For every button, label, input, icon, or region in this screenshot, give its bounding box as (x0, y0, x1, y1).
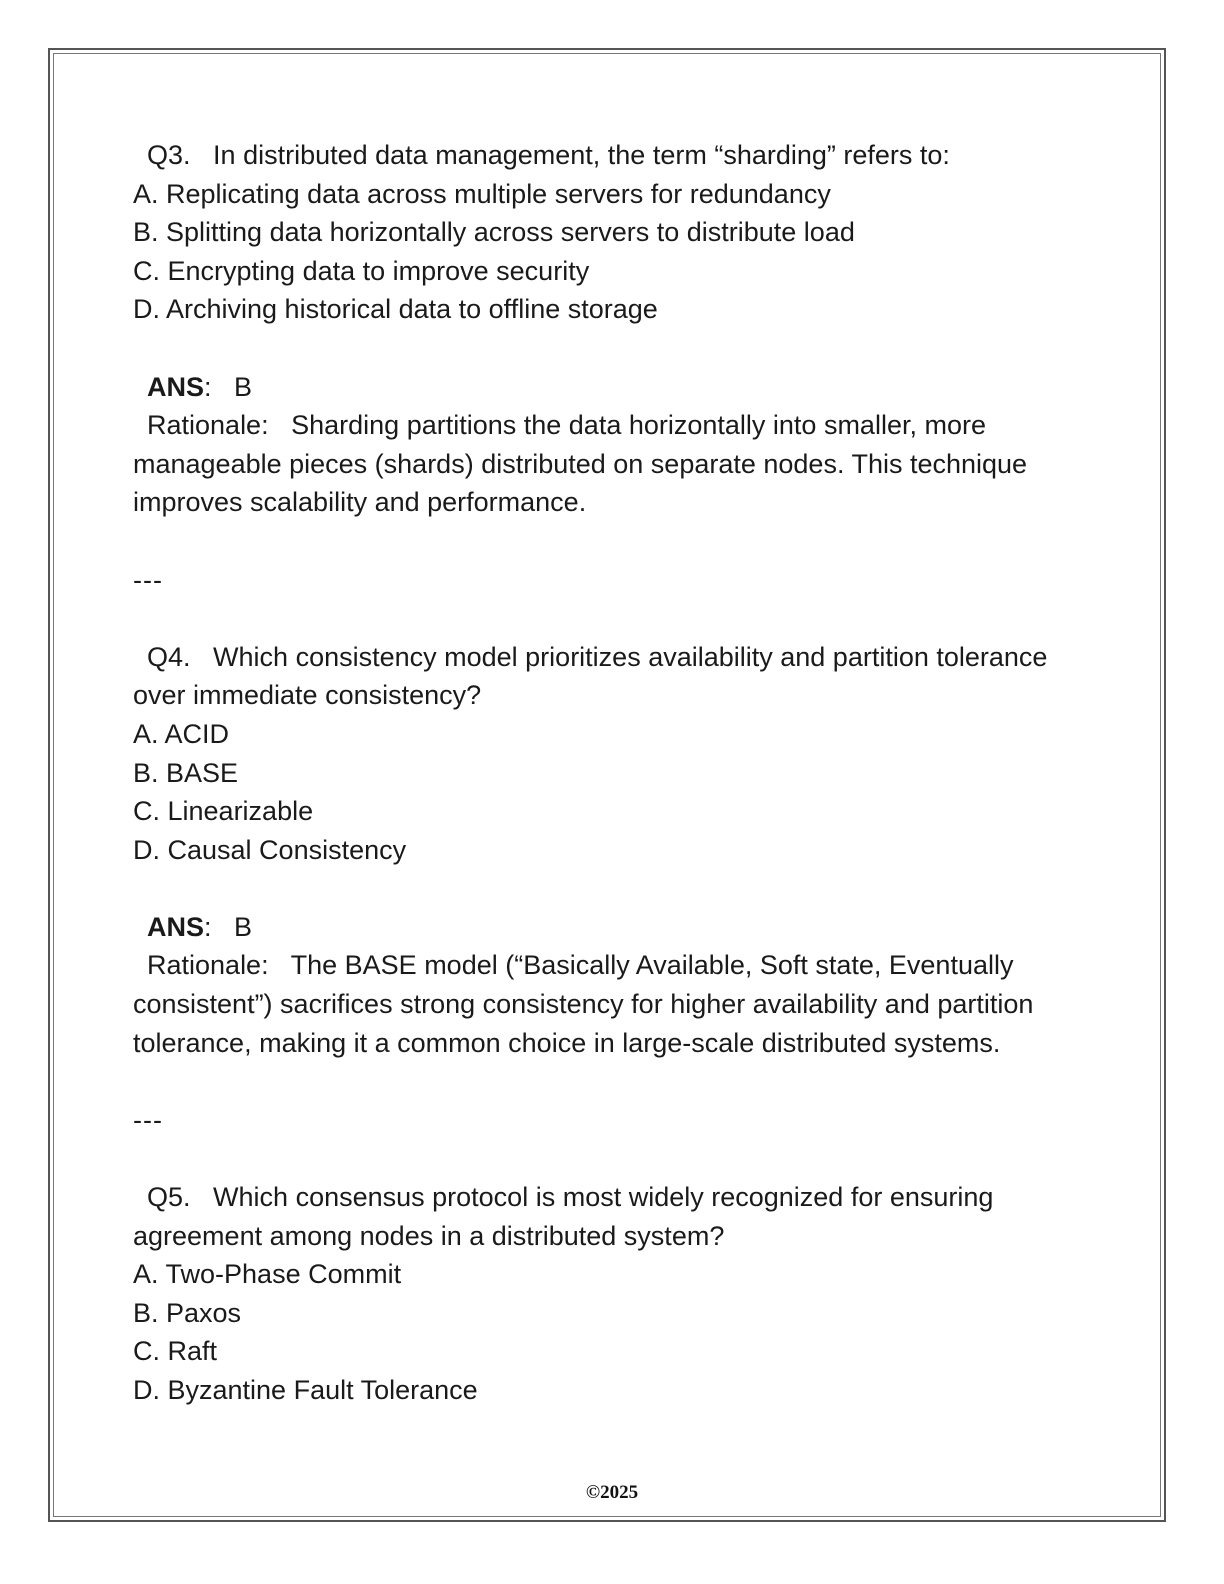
copyright-footer: ©2025 (585, 1482, 639, 1503)
answer-line: ANS: B (147, 371, 253, 402)
separator: --- (133, 564, 163, 595)
question-number: Q5. (147, 1182, 191, 1213)
option-d: D. Causal Consistency (133, 834, 407, 865)
question-stem (133, 638, 1083, 715)
answer-value: B (234, 911, 253, 942)
option-b: B. Splitting data horizontally across servers to distribute load (133, 217, 855, 248)
option-d: D. Archiving historical data to offline storage (133, 294, 658, 325)
question-block-q4 (133, 638, 1083, 1063)
option-c: C. Raft (133, 1336, 218, 1367)
answer-label: ANS (147, 371, 205, 402)
option-b: B. BASE (133, 757, 239, 788)
question-number: Q4. (147, 641, 191, 672)
option-b: B. Paxos (133, 1297, 242, 1328)
option-d: D. Byzantine Fault Tolerance (133, 1375, 478, 1405)
separator: --- (133, 1104, 163, 1135)
question-block-q5 (133, 1178, 1083, 1410)
question-text: Which consensus protocol is most widely recognized for ensuring agreement among nodes in a distributed system? (133, 1182, 994, 1251)
rationale-label: Rationale: (147, 410, 269, 441)
option-c: C. Linearizable (133, 796, 314, 827)
answer-label: ANS (147, 911, 205, 942)
option-c: C. Encrypting data to improve security (133, 255, 590, 286)
question-stem (133, 1178, 1083, 1255)
question-text: In distributed data management, the term “sharding” refers to: (213, 140, 950, 170)
answer-value: B (234, 371, 253, 402)
question-number: Q3. (147, 140, 191, 170)
rationale-label: Rationale: (147, 950, 269, 981)
answer-line: ANS: B (147, 911, 253, 942)
question-stem (133, 136, 1083, 175)
rationale-text: Sharding partitions the data horizontally into smaller, more manageable pieces (shards) distributed on separate nodes. This technique improves scalability and performance. (133, 410, 1028, 518)
option-a: A. ACID (133, 718, 230, 749)
question-block-q3 (133, 136, 1083, 522)
document-content (133, 136, 1083, 1410)
rationale-text: The BASE model (“Basically Available, Soft state, Eventually consistent”) sacrifices strong consistency for higher availability and partition tolerance, making it a common choice in large-scale distributed systems. (133, 950, 1034, 1058)
option-a: A. Two-Phase Commit (133, 1259, 402, 1290)
option-a: A. Replicating data across multiple servers for redundancy (133, 178, 831, 209)
rationale (133, 406, 1083, 522)
question-text: Which consistency model prioritizes availability and partition tolerance over immediate consistency? (133, 641, 1048, 711)
rationale (133, 946, 1083, 1062)
